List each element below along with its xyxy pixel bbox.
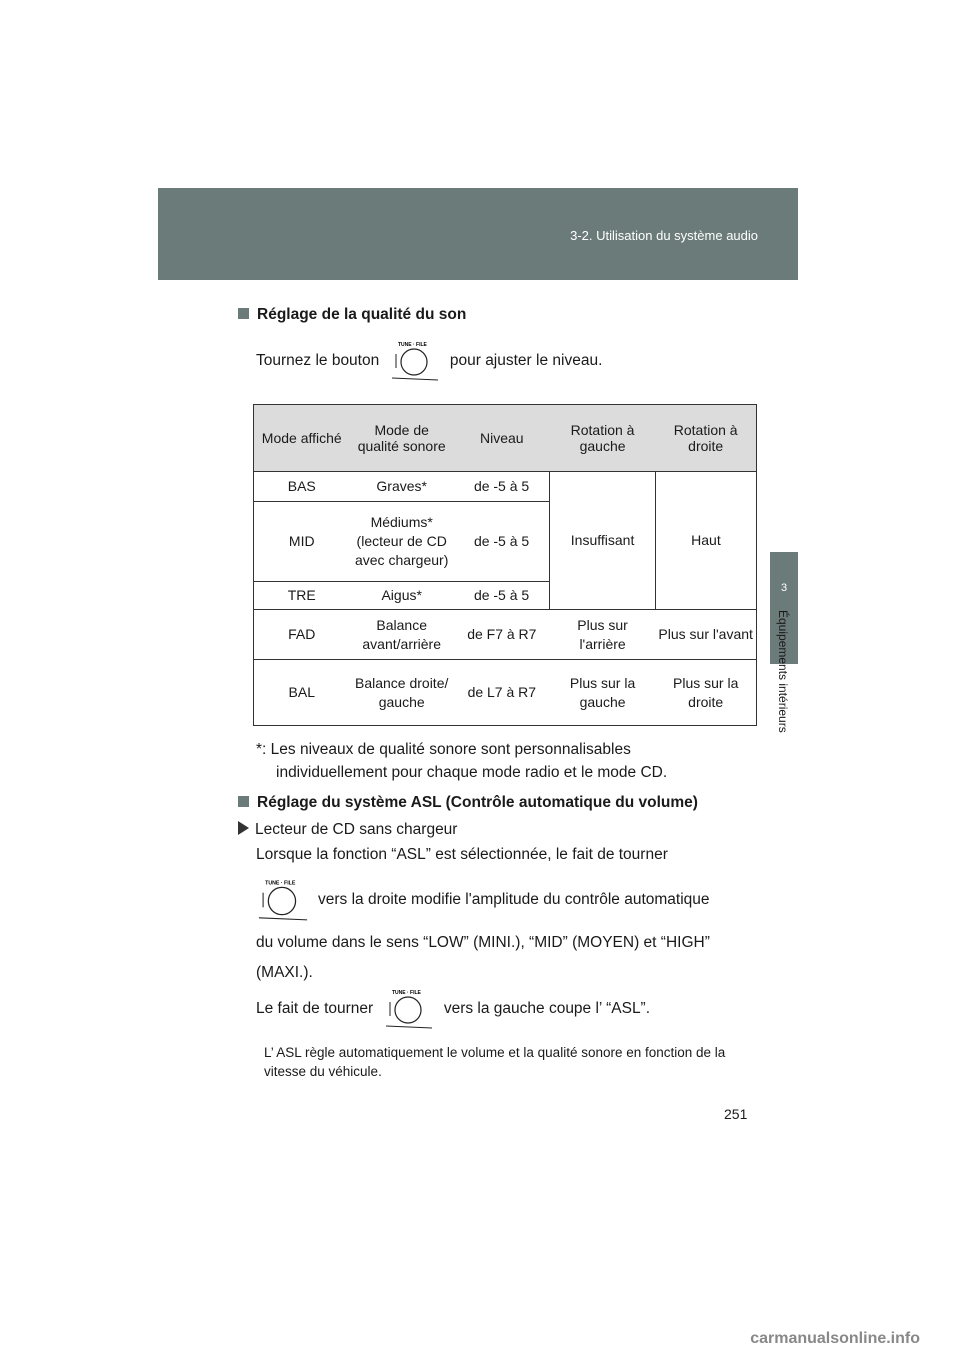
tune-knob-icon	[390, 340, 440, 382]
sound-quality-table	[253, 404, 757, 726]
table-row	[254, 472, 757, 502]
table-header: Mode affiché	[254, 405, 350, 472]
asl-note: L’ ASL règle automatiquement le volume et la qualité sonore en fonction de la vitesse du véhicule.	[264, 1045, 726, 1079]
instruction-paragraph	[256, 340, 602, 382]
table-header: Rotation à gauche	[550, 405, 656, 472]
table-row	[254, 660, 757, 726]
table-cell: Plus sur l'avant	[655, 610, 756, 660]
table-header: Rotation à droite	[655, 405, 756, 472]
knob-label: TUNE · FILE	[265, 880, 296, 887]
page-number: 251	[724, 1106, 748, 1122]
heading-text: Réglage du système ASL (Contrôle automatique du volume)	[257, 794, 698, 811]
table-cell: Balance avant/arrière	[350, 610, 454, 660]
table-header: Mode de qualité sonore	[350, 405, 454, 472]
bullet-square-icon	[238, 796, 249, 807]
watermark: carmanualsonline.info	[750, 1330, 920, 1347]
footnote-marker: *:	[256, 741, 267, 758]
table-header: Niveau	[454, 405, 550, 472]
table-cell: Plus sur la gauche	[550, 660, 656, 726]
table-cell: de -5 à 5	[473, 478, 530, 494]
asl-off-text-after: vers la gauche coupe l’ “ASL”.	[443, 1000, 651, 1018]
table-cell: Plus sur l'arrière	[550, 610, 656, 660]
table-cell: MID	[254, 502, 350, 582]
table-cell: Aigus*	[350, 582, 454, 610]
chapter-title: Équipements intérieurs	[776, 610, 790, 733]
table-row	[254, 610, 757, 660]
table-header-row	[254, 405, 757, 472]
asl-off-paragraph	[256, 988, 650, 1030]
tune-knob-icon	[384, 988, 434, 1030]
asl-line4: (MAXI.).	[256, 964, 313, 981]
section-heading-asl	[238, 794, 698, 812]
asl-paragraph	[256, 840, 756, 988]
table-cell: BAL	[254, 660, 350, 726]
arrow-right-icon	[238, 821, 249, 835]
table-cell: Insuffisant	[550, 472, 656, 610]
table-cell: de F7 à R7	[454, 610, 550, 660]
chapter-number: 3	[780, 582, 788, 594]
footnote-line1: Les niveaux de qualité sonore sont personnalisables	[270, 741, 631, 758]
table-cell: Médiums* (lecteur de CD avec chargeur)	[350, 502, 454, 582]
table-cell: de -5 à 5	[454, 582, 550, 610]
bullet-square-icon	[238, 308, 249, 319]
asl-line2: vers la droite modifie l'amplitude du contrôle automatique	[318, 891, 710, 908]
footnote	[256, 738, 756, 784]
header-band	[158, 188, 798, 280]
table-cell: FAD	[254, 610, 350, 660]
table-cell: Balance droite/ gauche	[350, 660, 454, 726]
sub-heading-text: Lecteur de CD sans chargeur	[255, 821, 458, 838]
asl-line3: du volume dans le sens “LOW” (MINI.), “MID” (MOYEN) et “HIGH”	[256, 934, 710, 951]
section-heading-sound-quality	[238, 306, 466, 324]
asl-off-text: Le fait de tourner	[256, 1000, 374, 1018]
table-cell: BAS	[287, 478, 316, 494]
table-cell: TRE	[254, 582, 350, 610]
table-cell: de L7 à R7	[454, 660, 550, 726]
instruction-text-after: pour ajuster le niveau.	[449, 352, 603, 370]
table-cell: Plus sur la droite	[655, 660, 756, 726]
tune-knob-icon	[256, 878, 310, 922]
instruction-text: Tournez le bouton	[256, 352, 380, 370]
knob-label: TUNE · FILE	[391, 990, 421, 996]
footnote-line2: individuellement pour chaque mode radio et le mode CD.	[276, 764, 668, 781]
table-cell: Graves*	[376, 478, 427, 494]
table-cell: de -5 à 5	[454, 502, 550, 582]
section-header: 3-2. Utilisation du système audio	[570, 228, 758, 243]
table-cell: Haut	[691, 532, 721, 548]
heading-text: Réglage de la qualité du son	[257, 306, 467, 323]
knob-label: TUNE · FILE	[397, 342, 427, 348]
asl-line1: Lorsque la fonction “ASL” est sélectionnée, le fait de tourner	[256, 846, 668, 863]
